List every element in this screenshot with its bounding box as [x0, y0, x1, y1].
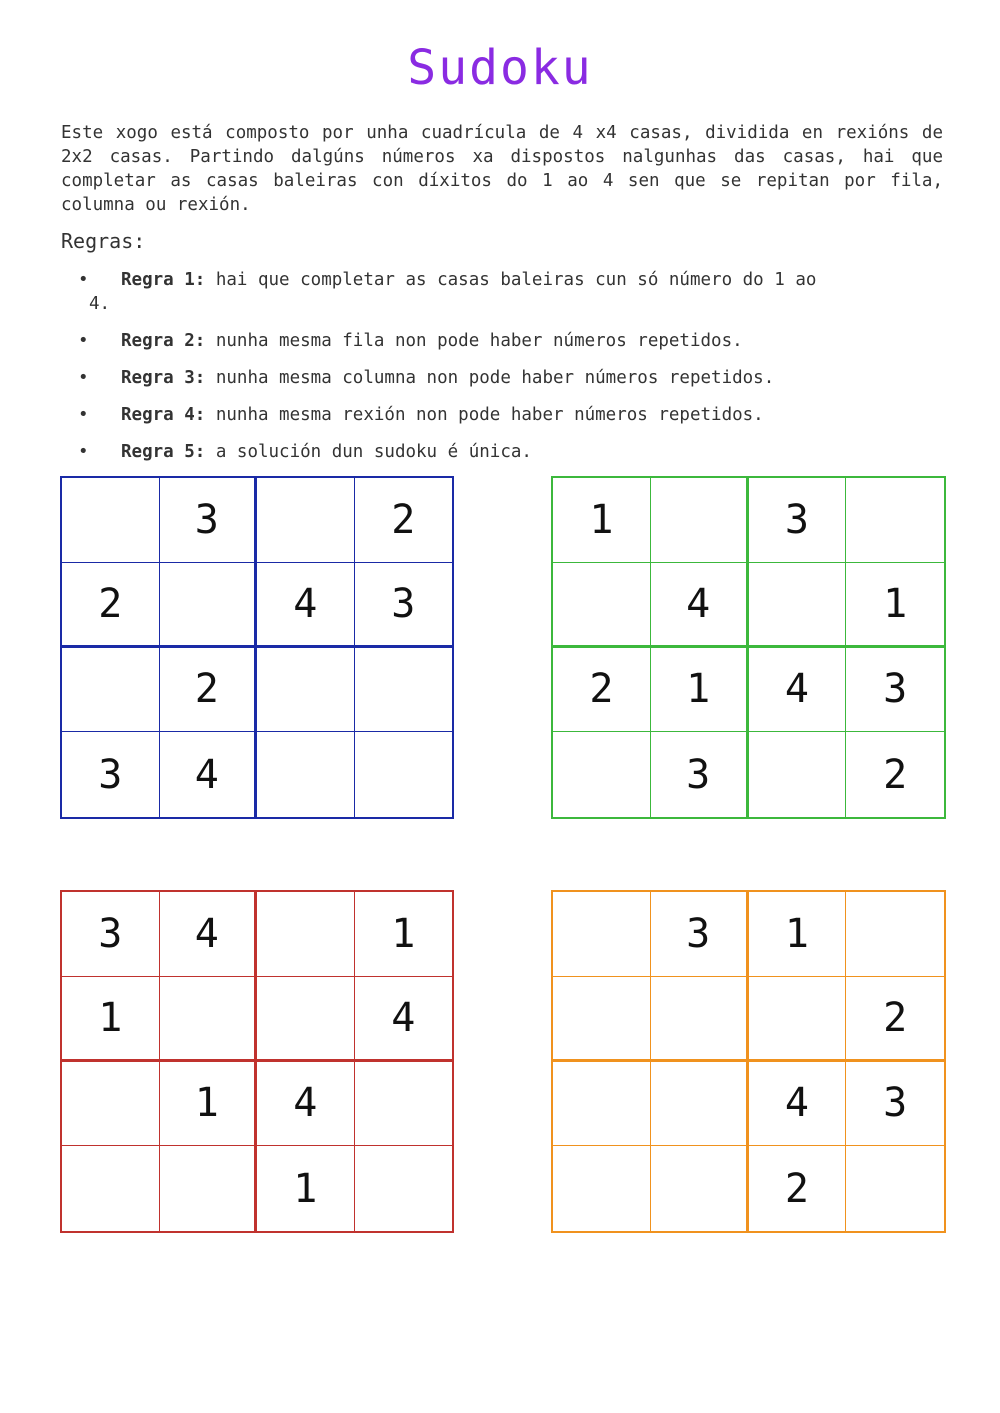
sudoku-cell: 4 — [355, 977, 453, 1062]
rule-text: hai que completar as casas baleiras cun só número do 1 ao — [215, 270, 817, 290]
rule-text-continuation: 4. — [89, 294, 111, 314]
page-title: Sudoku — [407, 40, 593, 96]
sudoku-cell[interactable] — [749, 732, 847, 817]
sudoku-grid-red — [60, 890, 454, 1233]
sudoku-cell: 4 — [257, 563, 355, 648]
sudoku-cell: 3 — [846, 648, 944, 733]
sudoku-cell[interactable] — [62, 1062, 160, 1147]
rules-list — [78, 268, 938, 477]
sudoku-cell[interactable] — [553, 732, 651, 817]
rule-text: nunha mesma columna non pode haber números repetidos. — [215, 368, 775, 388]
rule-item — [78, 366, 938, 390]
sudoku-cell: 2 — [883, 751, 908, 798]
sudoku-cell: 3 — [62, 732, 160, 817]
sudoku-cell: 3 — [160, 478, 258, 563]
sudoku-cell: 3 — [749, 478, 847, 563]
sudoku-cell: 2 — [160, 648, 258, 733]
sudoku-cell[interactable] — [355, 732, 453, 817]
sudoku-cell[interactable] — [553, 1062, 651, 1147]
sudoku-cell[interactable] — [355, 1146, 453, 1231]
rule-name: Regra 4: — [121, 405, 206, 425]
sudoku-grid-orange — [551, 890, 946, 1233]
sudoku-cell[interactable] — [257, 977, 355, 1062]
sudoku-cell[interactable] — [846, 478, 944, 563]
sudoku-cell[interactable] — [651, 1146, 749, 1231]
sudoku-cell[interactable] — [553, 563, 651, 648]
rule-text: a solución dun sudoku é única. — [215, 442, 532, 462]
sudoku-cell[interactable] — [62, 1146, 160, 1231]
intro-paragraph: Este xogo está composto por unha cuadrícula de 4 x4 casas, dividida en rexións de 2x2 casas. Partindo dalgúns números xa dispostos nalgunhas das casas, hai que completar as casas baleiras con díxitos do 1 ao 4 sen que se repitan por fila, columna ou rexión. — [61, 123, 943, 215]
rule-item — [78, 268, 938, 316]
sudoku-cell: 1 — [846, 563, 944, 648]
sudoku-cell: 3 — [62, 892, 160, 977]
sudoku-cell[interactable] — [651, 977, 749, 1062]
sudoku-cell[interactable] — [553, 977, 651, 1062]
sudoku-cell: 2 — [749, 1146, 847, 1231]
sudoku-cell: 3 — [846, 1062, 944, 1147]
sudoku-cell[interactable] — [749, 563, 847, 648]
rules-heading: Regras: — [61, 229, 146, 253]
sudoku-cell[interactable] — [553, 1146, 651, 1231]
sudoku-cell[interactable] — [257, 648, 355, 733]
bullet-icon: • — [78, 270, 89, 290]
sudoku-cell: 4 — [749, 648, 847, 733]
sudoku-cell: 1 — [749, 892, 847, 977]
sudoku-cell[interactable] — [749, 977, 847, 1062]
sudoku-cell[interactable] — [651, 478, 749, 563]
sudoku-cell: 2 — [553, 648, 651, 733]
sudoku-cell: 2 — [62, 563, 160, 648]
sudoku-cell: 4 — [749, 1062, 847, 1147]
sudoku-cell: 3 — [355, 563, 453, 648]
rule-text: nunha mesma fila non pode haber números repetidos. — [215, 331, 743, 351]
sudoku-cell[interactable] — [846, 892, 944, 977]
bullet-icon: • — [78, 331, 89, 351]
sudoku-cell: 2 — [355, 478, 453, 563]
sudoku-grid-green — [551, 476, 946, 819]
sudoku-cell: 4 — [160, 732, 258, 817]
sudoku-cell: 1 — [257, 1146, 355, 1231]
sudoku-cell[interactable] — [160, 977, 258, 1062]
sudoku-cell: 3 — [651, 732, 749, 817]
sudoku-cell: 1 — [355, 892, 453, 977]
sudoku-cell[interactable] — [651, 1062, 749, 1147]
sudoku-cell: 1 — [62, 977, 160, 1062]
sudoku-cell: 1 — [160, 1062, 258, 1147]
rule-name: Regra 5: — [121, 442, 206, 462]
sudoku-cell[interactable] — [553, 892, 651, 977]
rule-name: Regra 1: — [121, 270, 206, 290]
sudoku-cell: 1 — [651, 648, 749, 733]
sudoku-cell: 3 — [651, 892, 749, 977]
sudoku-cell[interactable] — [257, 892, 355, 977]
sudoku-cell[interactable] — [62, 648, 160, 733]
sudoku-cell[interactable] — [160, 563, 258, 648]
bullet-icon: • — [78, 405, 89, 425]
sudoku-cell: 4 — [160, 892, 258, 977]
sudoku-cell: 4 — [257, 1062, 355, 1147]
rule-item — [78, 440, 938, 464]
sudoku-cell: 1 — [553, 478, 651, 563]
sudoku-cell[interactable] — [355, 648, 453, 733]
sudoku-cell[interactable] — [257, 478, 355, 563]
sudoku-cell: 4 — [651, 563, 749, 648]
sudoku-cell: 2 — [846, 977, 944, 1062]
rule-item — [78, 403, 938, 427]
sudoku-cell[interactable] — [257, 732, 355, 817]
sudoku-cell[interactable] — [846, 1146, 944, 1231]
sudoku-cell[interactable] — [160, 1146, 258, 1231]
rule-text: nunha mesma rexión non pode haber números repetidos. — [215, 405, 764, 425]
bullet-icon: • — [78, 442, 89, 462]
rule-name: Regra 2: — [121, 331, 206, 351]
rule-name: Regra 3: — [121, 368, 206, 388]
bullet-icon: • — [78, 368, 89, 388]
sudoku-grid-blue — [60, 476, 454, 819]
rule-item — [78, 329, 938, 353]
sudoku-cell[interactable] — [62, 478, 160, 563]
sudoku-cell[interactable] — [355, 1062, 453, 1147]
